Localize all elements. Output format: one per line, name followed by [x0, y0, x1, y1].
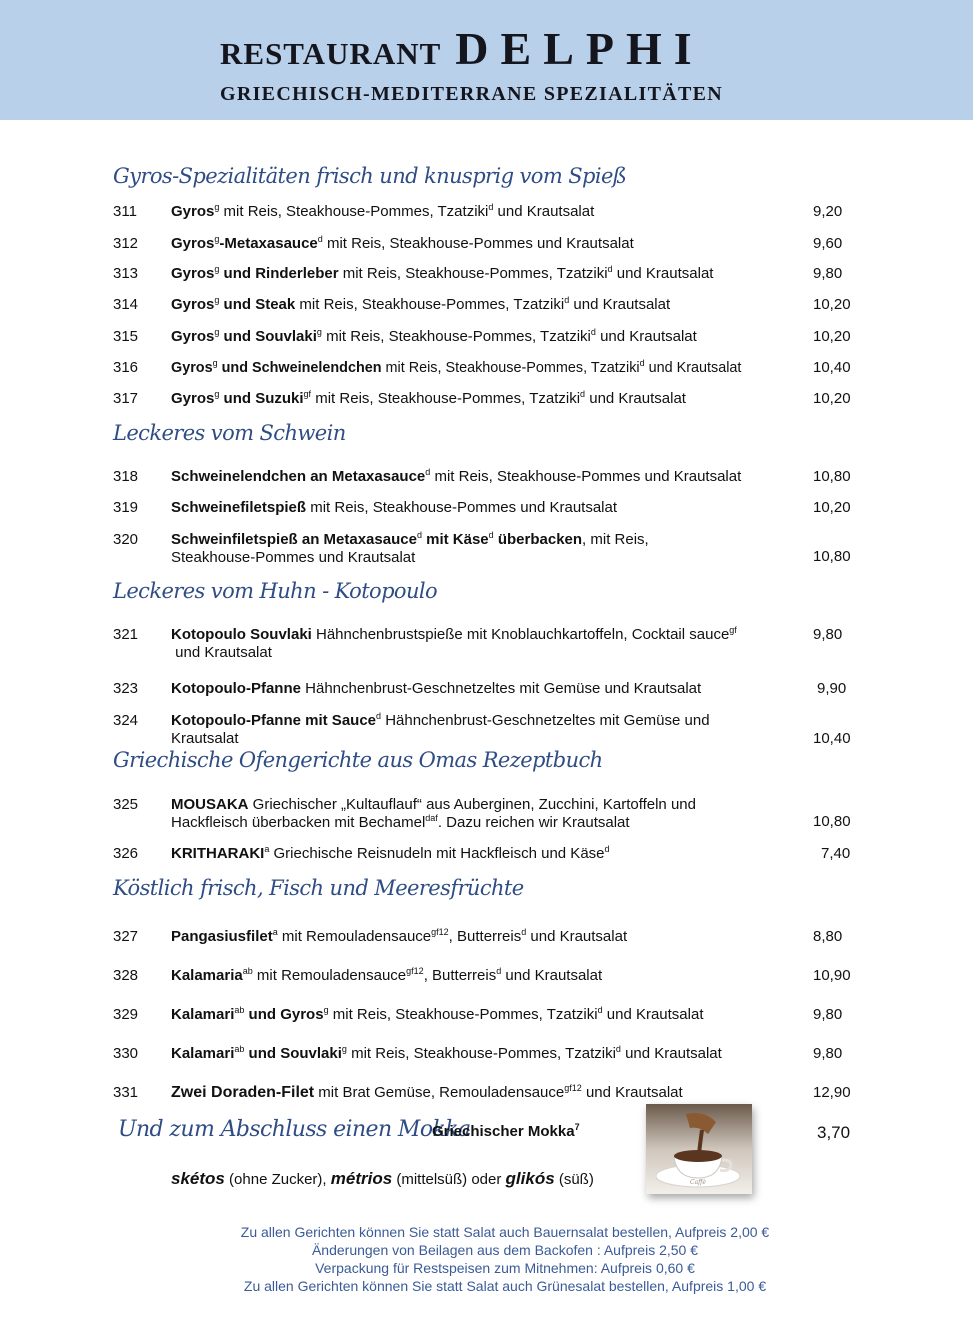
- item-number: 311: [113, 203, 137, 220]
- section-heading-huhn: Leckeres vom Huhn - Kotopoulo: [113, 579, 438, 603]
- mokka-label: Griechischer Mokka$^7$: [432, 1122, 580, 1140]
- item-number: 318: [113, 468, 139, 485]
- item-number: 323: [113, 680, 139, 697]
- item-price: 9,80: [813, 265, 843, 282]
- item-description: Kotopoulo Souvlaki Hähnchenbrustspieße mit Knoblauchkartoffeln, Cocktail sauce$^{gf}$ und Krautsalat: [171, 625, 737, 661]
- item-number: 320: [113, 531, 139, 548]
- item-price: 8,80: [813, 928, 843, 945]
- item-price: 10,20: [813, 296, 851, 313]
- item-number: 312: [113, 235, 139, 252]
- section-heading-ofen: Griechische Ofengerichte aus Omas Rezeptbuch: [113, 748, 603, 772]
- footer-note: Verpackung für Restspeisen zum Mitnehmen: Aufpreis 0,60 €: [315, 1260, 695, 1276]
- item-number: 319: [113, 499, 139, 516]
- item-price: 10,40: [813, 730, 851, 747]
- restaurant-title: [220, 22, 704, 75]
- item-number: 331: [113, 1084, 139, 1101]
- item-description: Gyros$^g$ mit Reis, Steakhouse-Pommes, Tzatziki$^d$ und Krautsalat: [171, 202, 595, 220]
- item-description: Zwei Doraden-Filet mit Brat Gemüse, Remouladensauce$^{gf12}$ und Krautsalat: [171, 1083, 683, 1101]
- item-description: Kalamari$^{ab}$ und Souvlaki$^g$ mit Reis, Steakhouse-Pommes, Tzatziki$^d$ und Krautsalat: [171, 1044, 722, 1062]
- item-description: Gyros$^g$ und Steak mit Reis, Steakhouse-Pommes, Tzatziki$^d$ und Krautsalat: [171, 295, 671, 313]
- item-description: Schweinefiletspieß mit Reis, Steakhouse-Pommes und Krautsalat: [171, 499, 618, 516]
- item-description: Gyros$^g$-Metaxasauce$^d$ mit Reis, Steakhouse-Pommes und Krautsalat: [171, 234, 634, 252]
- item-price: 12,90: [813, 1084, 851, 1101]
- item-price: 7,40: [821, 845, 851, 862]
- item-description: Gyros$^g$ und Rinderleber mit Reis, Steakhouse-Pommes, Tzatziki$^d$ und Krautsalat: [171, 264, 714, 282]
- item-price: 10,80: [813, 468, 851, 485]
- section-heading-schwein: Leckeres vom Schwein: [113, 421, 346, 445]
- item-price: 9,80: [813, 1006, 843, 1023]
- item-number: 326: [113, 845, 139, 862]
- item-description: Gyros$^g$ und Schweinelendchen mit Reis, Steakhouse-Pommes, Tzatziki$^d$ und Krautsalat: [171, 358, 742, 376]
- item-price: 9,90: [817, 680, 847, 697]
- restaurant-subtitle: GRIECHISCH-MEDITERRANE SPEZIALITÄTEN: [220, 83, 724, 105]
- item-number: 327: [113, 928, 139, 945]
- section-heading-fisch: Köstlich frisch, Fisch und Meeresfrüchte: [113, 876, 524, 900]
- mokka-options: skétos (ohne Zucker), métrios (mittelsüß) oder glikós (süß): [171, 1169, 594, 1188]
- section-heading-mokka: Und zum Abschluss einen Mokka: [118, 1117, 471, 1142]
- item-price: 10,20: [813, 499, 851, 516]
- item-price: 10,40: [813, 359, 851, 376]
- item-number: 328: [113, 967, 139, 984]
- item-price: 9,80: [813, 626, 843, 643]
- item-description: Schweinfiletspieß an Metaxasauce$^d$ mit Käse$^d$ überbacken, mit Reis, Steakhouse-Pommes und Krautsalat: [171, 530, 649, 566]
- item-description: Schweinelendchen an Metaxasauce$^d$ mit Reis, Steakhouse-Pommes und Krautsalat: [171, 467, 742, 485]
- header-banner: [0, 0, 973, 120]
- item-number: 329: [113, 1006, 139, 1023]
- item-price: 10,80: [813, 813, 851, 830]
- item-number: 321: [113, 626, 139, 643]
- footer-note: Änderungen von Beilagen aus dem Backofen : Aufpreis 2,50 €: [311, 1242, 699, 1258]
- title-name: DELPHI: [455, 23, 704, 74]
- footer-note: Zu allen Gerichten können Sie statt Salat auch Bauernsalat bestellen, Aufpreis 2,00 €: [240, 1224, 770, 1240]
- section-heading-gyros: Gyros-Spezialitäten frisch und knusprig vom Spieß: [113, 164, 627, 188]
- item-price: 9,20: [813, 203, 843, 220]
- footer-notes: [0, 1223, 973, 1295]
- item-description: Kotopoulo-Pfanne Hähnchenbrust-Geschnetzeltes mit Gemüse und Krautsalat: [171, 680, 702, 697]
- item-number: 314: [113, 296, 139, 313]
- item-price: 9,60: [813, 235, 843, 252]
- item-description: KRITHARAKI$^a$ Griechische Reisnudeln mit Hackfleisch und Käse$^d$: [171, 844, 610, 862]
- item-price: 10,80: [813, 548, 851, 565]
- svg-text:Caffè: Caffè: [690, 1179, 706, 1186]
- item-number: 330: [113, 1045, 139, 1062]
- item-description: MOUSAKA Griechischer „Kultauflauf“ aus Auberginen, Zucchini, Kartoffeln und Hackfleisch überbacken mit Bechamel$^{daf}$. Dazu reichen wir Krautsalat: [171, 796, 696, 831]
- item-price: 10,20: [813, 390, 851, 407]
- item-number: 315: [113, 328, 139, 345]
- item-price: 9,80: [813, 1045, 843, 1062]
- item-description: Kalamari$^{ab}$ und Gyros$^g$ mit Reis, Steakhouse-Pommes, Tzatziki$^d$ und Krautsalat: [171, 1005, 704, 1023]
- item-number: 324: [113, 712, 139, 729]
- mokka-cup-image: [646, 1104, 752, 1194]
- item-number: 325: [113, 796, 139, 813]
- item-description: Gyros$^g$ und Souvlaki$^g$ mit Reis, Steakhouse-Pommes, Tzatziki$^d$ und Krautsalat: [171, 327, 697, 345]
- item-number: 313: [113, 265, 139, 282]
- item-number: 316: [113, 359, 139, 376]
- footer-note: Zu allen Gerichten können Sie statt Salat auch Grünesalat bestellen, Aufpreis 1,00 €: [243, 1278, 767, 1294]
- item-description: Gyros$^g$ und Suzuki$^{gf}$ mit Reis, Steakhouse-Pommes, Tzatziki$^d$ und Krautsalat: [171, 389, 686, 407]
- item-price: 10,20: [813, 328, 851, 345]
- item-price: 10,90: [813, 967, 851, 984]
- item-description: Pangasiusfilet$^a$ mit Remouladensauce$^{gf12}$, Butterreis$^d$ und Krautsalat: [171, 927, 628, 945]
- item-description: Kotopoulo-Pfanne mit Sauce$^d$ Hähnchenbrust-Geschnetzeltes mit Gemüse und Krautsalat: [171, 711, 710, 747]
- item-number: 317: [113, 390, 139, 407]
- coffee-cup-icon: [646, 1104, 752, 1194]
- item-description: Kalamaria$^{ab}$ mit Remouladensauce$^{gf12}$, Butterreis$^d$ und Krautsalat: [171, 966, 603, 984]
- title-prefix: RESTAURANT: [220, 36, 442, 71]
- mokka-price: 3,70: [817, 1123, 851, 1142]
